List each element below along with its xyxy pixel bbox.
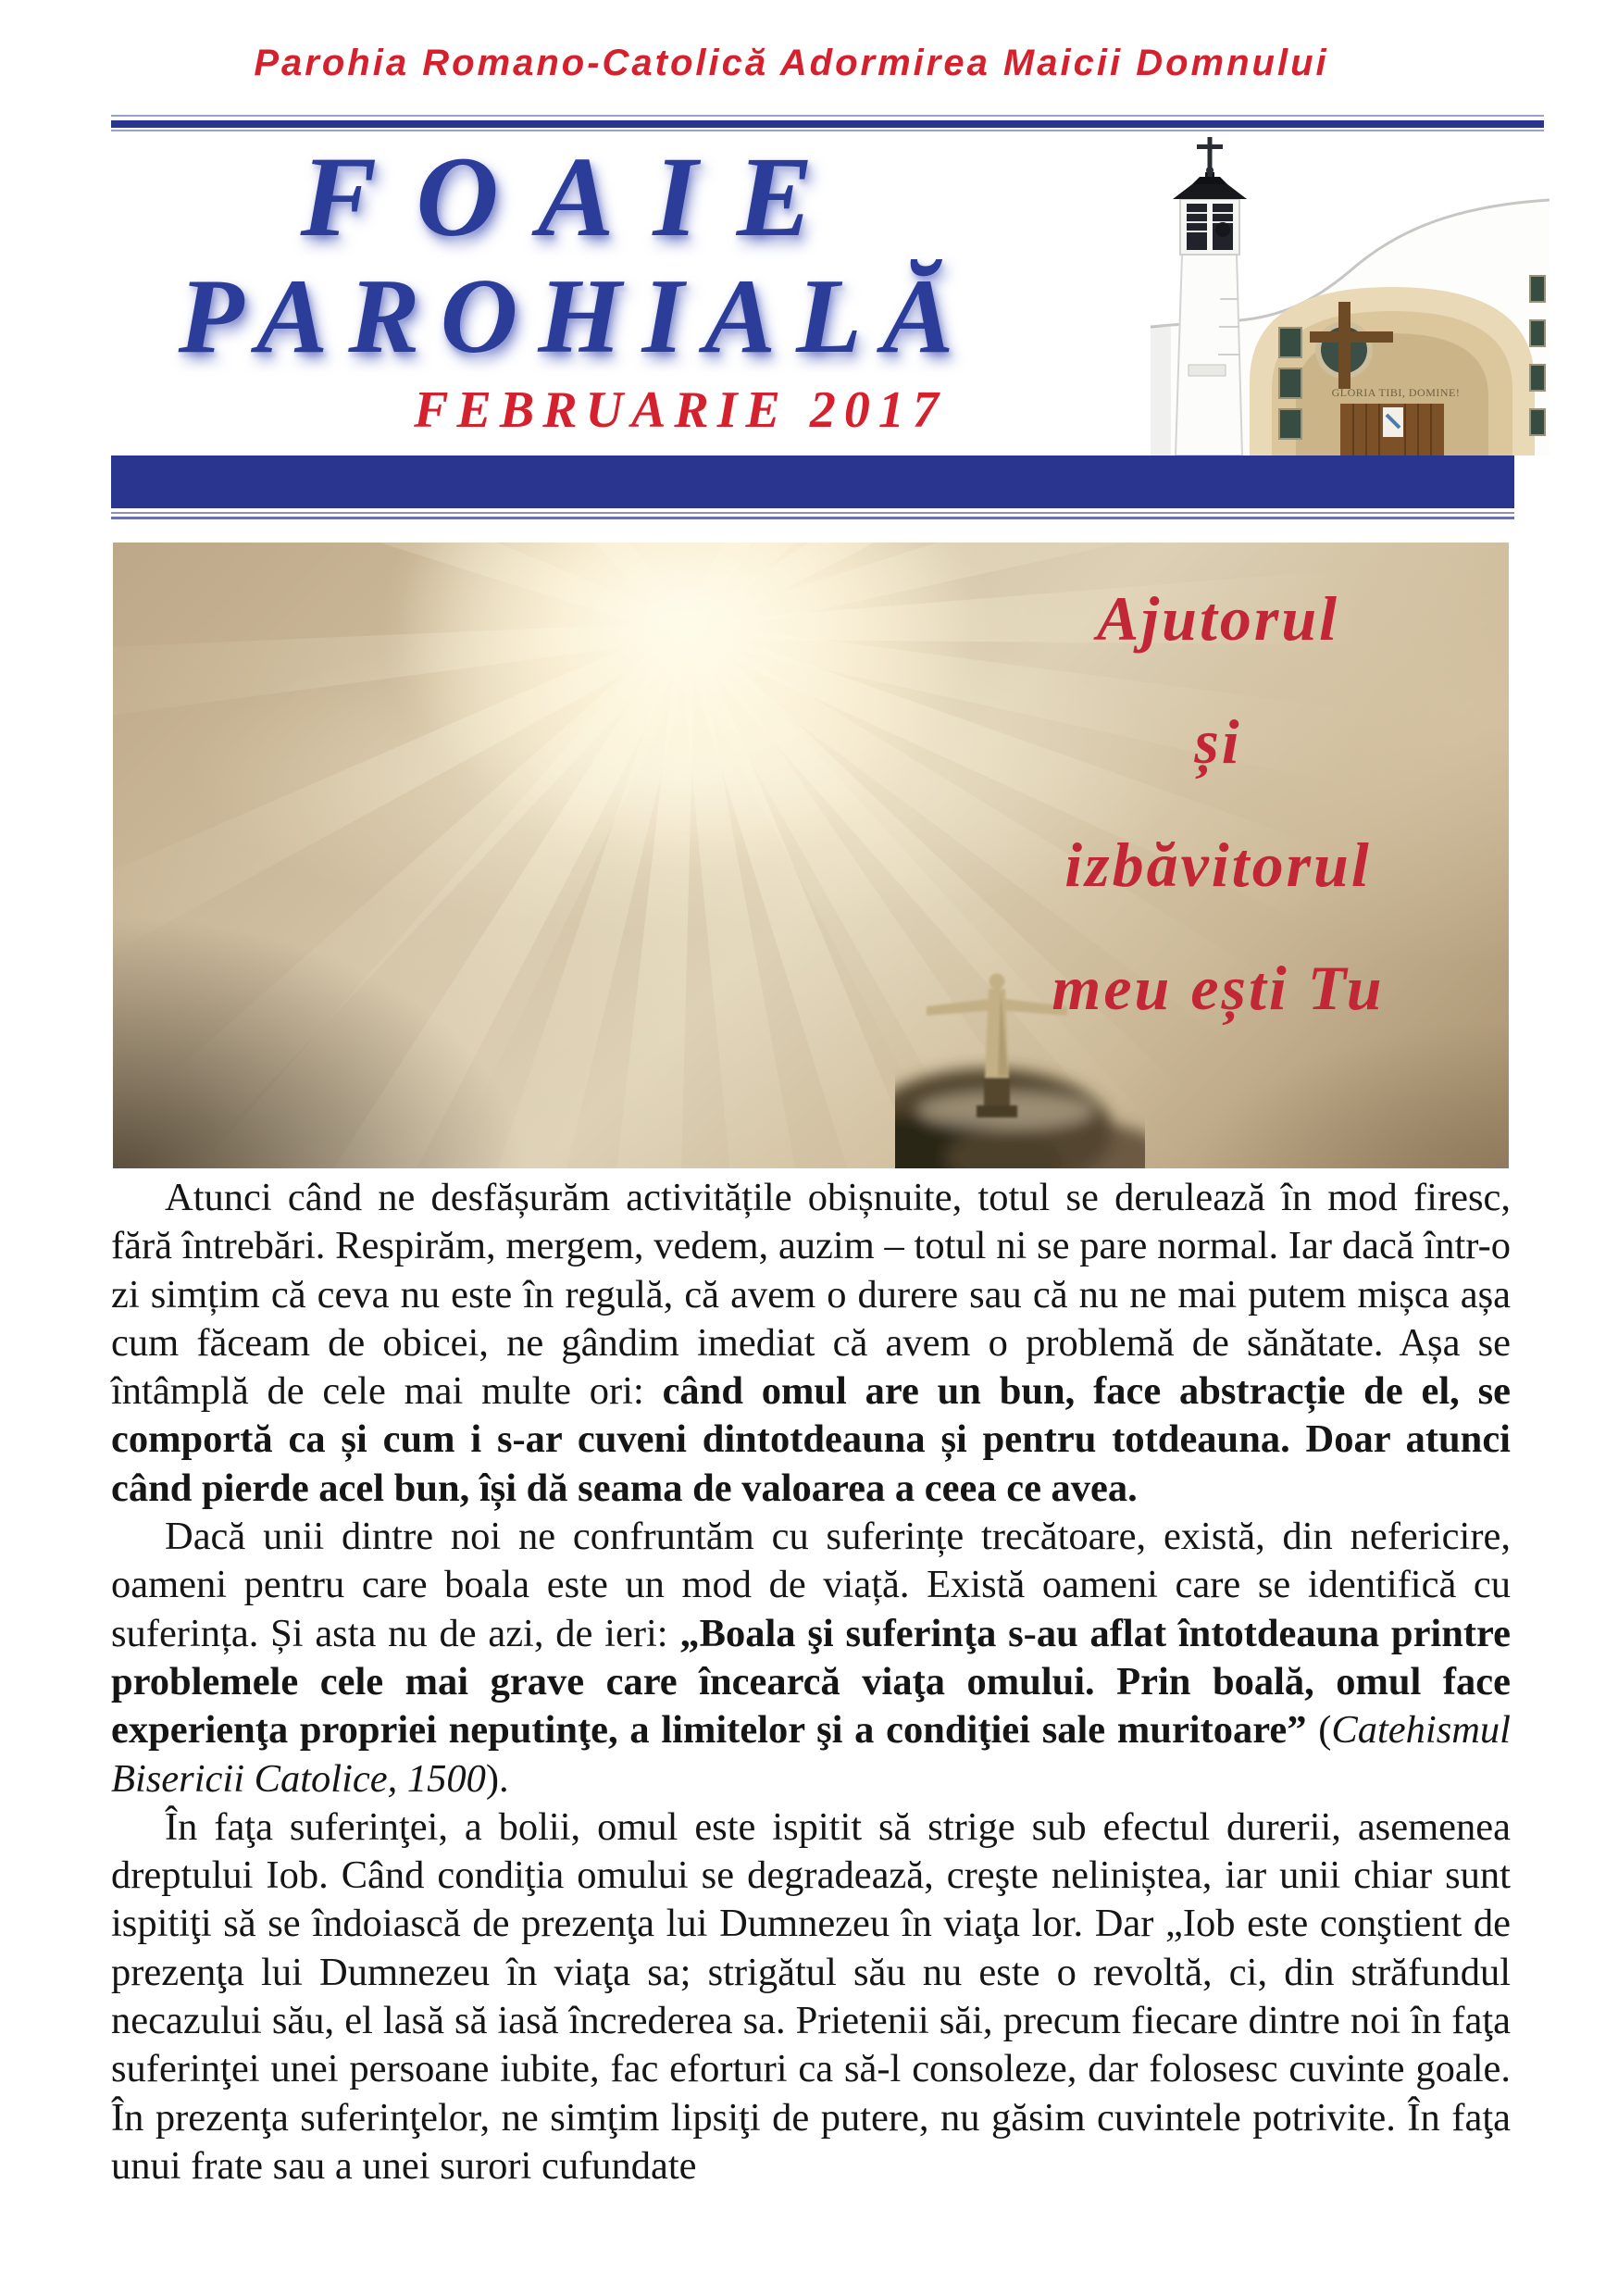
text-segment: ). xyxy=(485,1756,509,1801)
paragraph xyxy=(111,1803,1511,2190)
article xyxy=(111,1174,1511,2190)
text-segment: Dacă unii dintre noi ne confruntăm cu suferințe trecătoare, există, din nefericire, oameni pentru care boala este un mod de viață. Există oameni care se identifică cu suferința. Și asta nu de azi, de ieri: xyxy=(111,1515,1511,1655)
hill-graphic xyxy=(895,1068,1145,1168)
text-segment-italic: Catehismul Bisericii Catolice, 1500 xyxy=(111,1708,1511,1801)
text-segment: În faţa suferinţei, a bolii, omul este ispitit să strige sub efectul durerii, asemenea dreptului Iob. Când condiţia omului se degradează, creşte neliniștea, iar unii chiar sunt ispitiţi să se îndoiască de prezenţa lui Dumnezeu în viaţa lor. Dar „Iob este conştient de prezenţa lui Dumnezeu în viaţa sa; strigătul său nu este o revoltă, ci, din străfundul necazului său, el lasă să iasă încrederea sa. Prietenii săi, precum fiecare dintre noi în faţa suferinţei unei persoane iubite, fac eforturi ca să-l consoleze, dar folosesc cuvinte goale. În prezenţa suferinţelor, ne simţim lipsiţi de putere, nu găsim cuvintele potrivite. În faţa unui frate sau a unei surori cufundate xyxy=(111,1804,1511,2188)
tower-plaque xyxy=(1189,365,1226,376)
divider-hairline-2 xyxy=(111,517,1514,519)
statue-pedestal xyxy=(984,1076,1010,1109)
bell-icon xyxy=(1215,222,1230,237)
facade-cross-icon xyxy=(1338,302,1350,389)
text-segment: Atunci când ne desfășurăm activitățile obișnuite, totul se derulează în mod firesc, fără întrebări. Respirăm, mergem, vedem, auzim – totul ni se pare normal. Iar dacă într-o zi simțim că ceva nu este în regulă, că avem o durere sau că nu ne mai putem mișca așa cum făceam de obicei, ne gândim imediat că avem o problemă de sănătate. Așa se întâmplă de cele mai multe ori: xyxy=(111,1176,1511,1414)
newsletter-title xyxy=(106,135,1046,440)
quote-line: și xyxy=(1194,706,1242,777)
tower-cross-icon xyxy=(1197,137,1223,177)
issue-date: FEBRUARIE 2017 xyxy=(414,381,947,440)
hero-quote xyxy=(959,557,1477,1050)
text-segment: ( xyxy=(1306,1708,1332,1753)
church-photo xyxy=(1140,91,1550,455)
quote-line: Ajutorul xyxy=(1096,583,1340,654)
hero-photo xyxy=(113,543,1509,1168)
paragraph xyxy=(111,1513,1511,1803)
divider-band xyxy=(111,455,1514,508)
title-line-2: PAROHIALĂ xyxy=(178,256,975,376)
text-segment-bold: când omul are un bun, face abstracție de el, se comportă ca și cum i s-ar cuveni dintotdeauna și pentru totdeauna. Doar atunci când pierde acel bun, își dă seama de valoarea a ceea ce avea. xyxy=(111,1369,1511,1510)
tower-roof xyxy=(1173,184,1247,199)
divider-hairline-1 xyxy=(111,512,1514,514)
church-inscription: GLORIA TIBI, DOMINE! xyxy=(1331,386,1461,399)
paragraph xyxy=(111,1174,1511,1513)
quote-line: izbăvitorul xyxy=(1064,830,1372,900)
quote-line: meu ești Tu xyxy=(1052,953,1385,1023)
title-line-1: FOAIE xyxy=(300,133,853,260)
text-segment-bold: „Boala şi suferinţa s-au aflat întotdeauna printre problemele cele mai grave care încearcă viaţa omului. Prin boală, omul face experienţa propriei neputinţe, a limitelor şi a condiţiei sale muritoare” xyxy=(111,1611,1511,1753)
parish-name: Parohia Romano-Catolică Adormirea Maicii Domnului xyxy=(254,43,1329,83)
